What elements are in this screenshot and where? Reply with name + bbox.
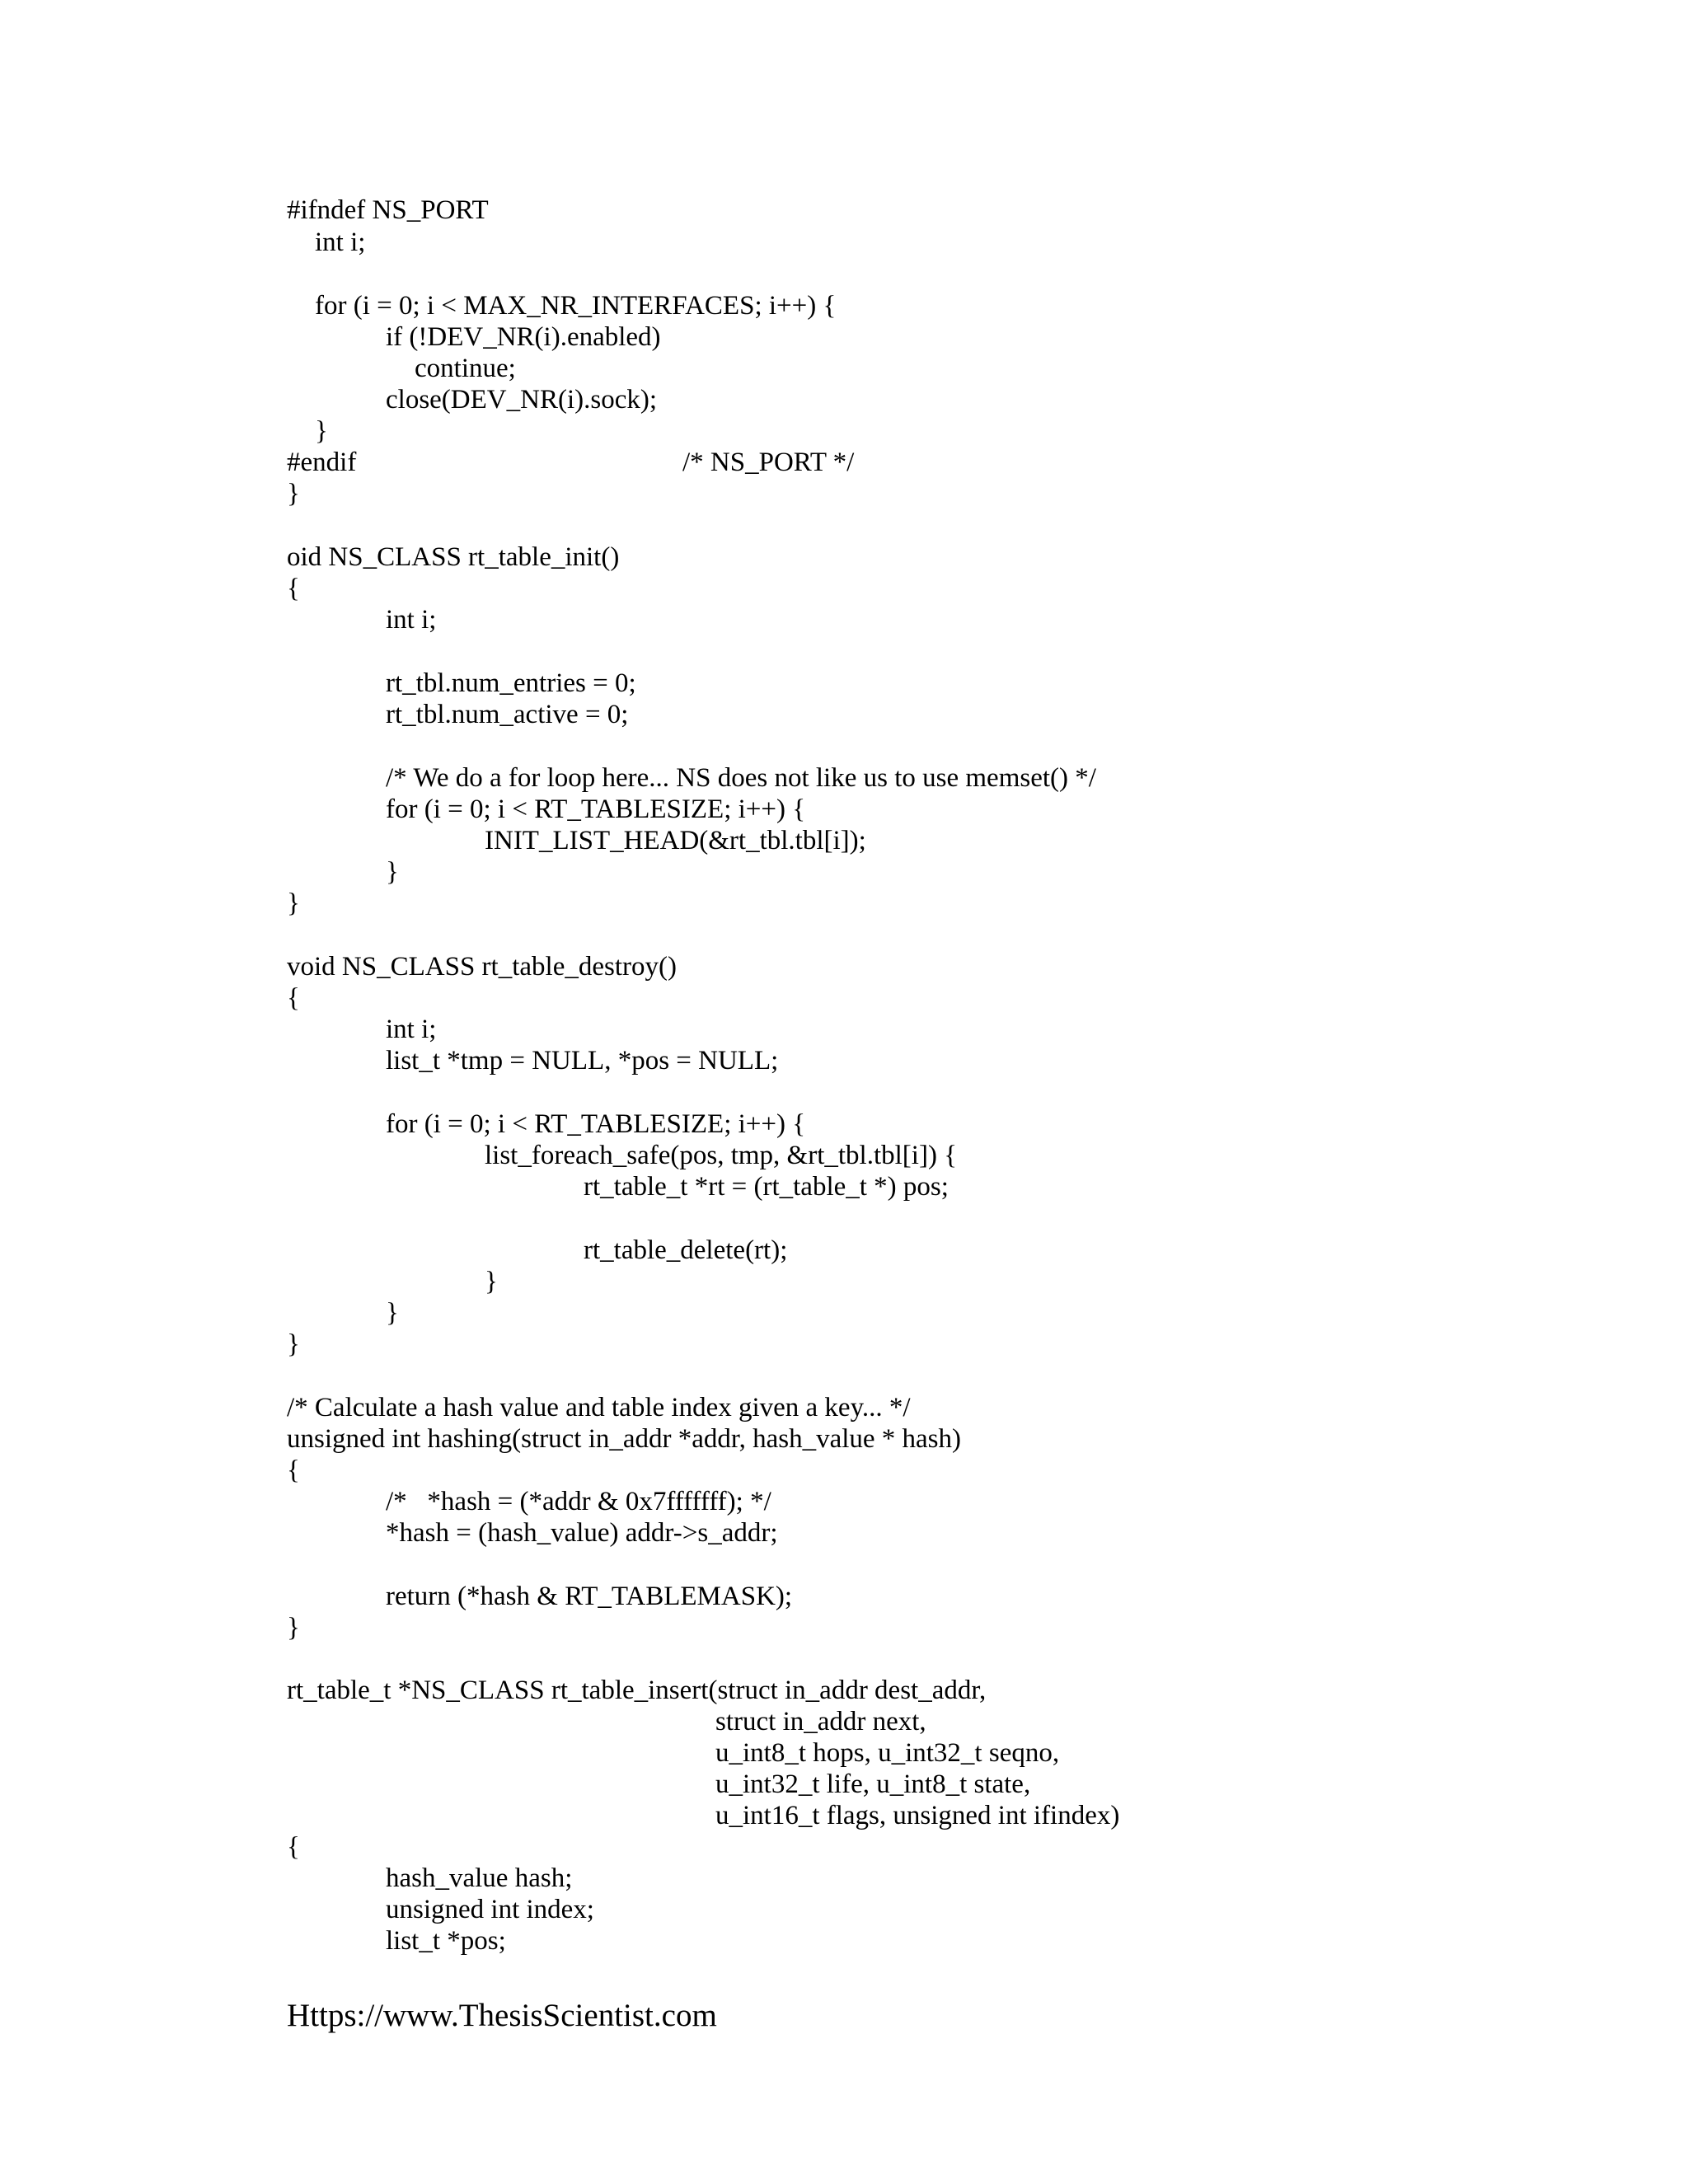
code-line: }: [485, 1267, 498, 1296]
code-line: struct in_addr next,: [715, 1707, 926, 1736]
code-line: rt_tbl.num_entries = 0;: [386, 668, 636, 698]
code-comment: /* We do a for loop here... NS does not like us to use memset() */: [386, 763, 1096, 793]
code-line: unsigned int hashing(struct in_addr *addr, hash_value * hash): [287, 1424, 962, 1454]
code-line: }: [315, 416, 328, 446]
code-line: int i;: [386, 605, 437, 635]
code-line: u_int32_t life, u_int8_t state,: [715, 1769, 1031, 1799]
code-line: oid NS_CLASS rt_table_init(): [287, 542, 620, 572]
code-line: if (!DEV_NR(i).enabled): [386, 322, 661, 352]
code-comment: /* Calculate a hash value and table index given a key... */: [287, 1393, 911, 1422]
code-line: rt_table_delete(rt);: [584, 1235, 788, 1265]
code-line: INIT_LIST_HEAD(&rt_tbl.tbl[i]);: [485, 826, 866, 855]
code-line: #endif: [287, 448, 357, 477]
code-line: }: [287, 1329, 300, 1359]
code-line: for (i = 0; i < RT_TABLESIZE; i++) {: [386, 794, 806, 824]
footer-url: Https://www.ThesisScientist.com: [287, 1998, 717, 2033]
code-line: hash_value hash;: [386, 1863, 573, 1893]
code-line: }: [386, 857, 399, 887]
code-line: int i;: [315, 227, 366, 257]
code-line: for (i = 0; i < MAX_NR_INTERFACES; i++) {: [315, 291, 837, 321]
code-line: rt_table_t *rt = (rt_table_t *) pos;: [584, 1172, 949, 1202]
code-line: close(DEV_NR(i).sock);: [386, 385, 658, 415]
code-line: }: [386, 1298, 399, 1328]
code-line: rt_tbl.num_active = 0;: [386, 700, 629, 729]
code-line: {: [287, 1455, 300, 1485]
code-comment: /* NS_PORT */: [682, 448, 855, 477]
code-line: void NS_CLASS rt_table_destroy(): [287, 952, 677, 982]
code-line: int i;: [386, 1015, 437, 1044]
code-line: u_int8_t hops, u_int32_t seqno,: [715, 1738, 1060, 1768]
code-line: return (*hash & RT_TABLEMASK);: [386, 1582, 793, 1611]
code-line: *hash = (hash_value) addr->s_addr;: [386, 1518, 778, 1548]
code-line: }: [287, 479, 300, 509]
code-line: {: [287, 1832, 300, 1862]
code-line: list_t *pos;: [386, 1926, 506, 1956]
code-line: rt_table_t *NS_CLASS rt_table_insert(struct in_addr dest_addr,: [287, 1675, 987, 1705]
code-line: {: [287, 574, 300, 603]
code-line: }: [287, 888, 300, 918]
code-line: unsigned int index;: [386, 1895, 594, 1924]
code-comment: /* *hash = (*addr & 0x7fffffff); */: [386, 1487, 771, 1516]
code-line: {: [287, 983, 300, 1013]
code-line: u_int16_t flags, unsigned int ifindex): [715, 1801, 1120, 1830]
code-line: list_foreach_safe(pos, tmp, &rt_tbl.tbl[i]) {: [485, 1141, 958, 1170]
code-line: }: [287, 1613, 300, 1643]
code-line: for (i = 0; i < RT_TABLESIZE; i++) {: [386, 1109, 806, 1139]
code-line: list_t *tmp = NULL, *pos = NULL;: [386, 1046, 779, 1076]
code-line: continue;: [415, 354, 516, 383]
code-line: #ifndef NS_PORT: [287, 195, 489, 225]
